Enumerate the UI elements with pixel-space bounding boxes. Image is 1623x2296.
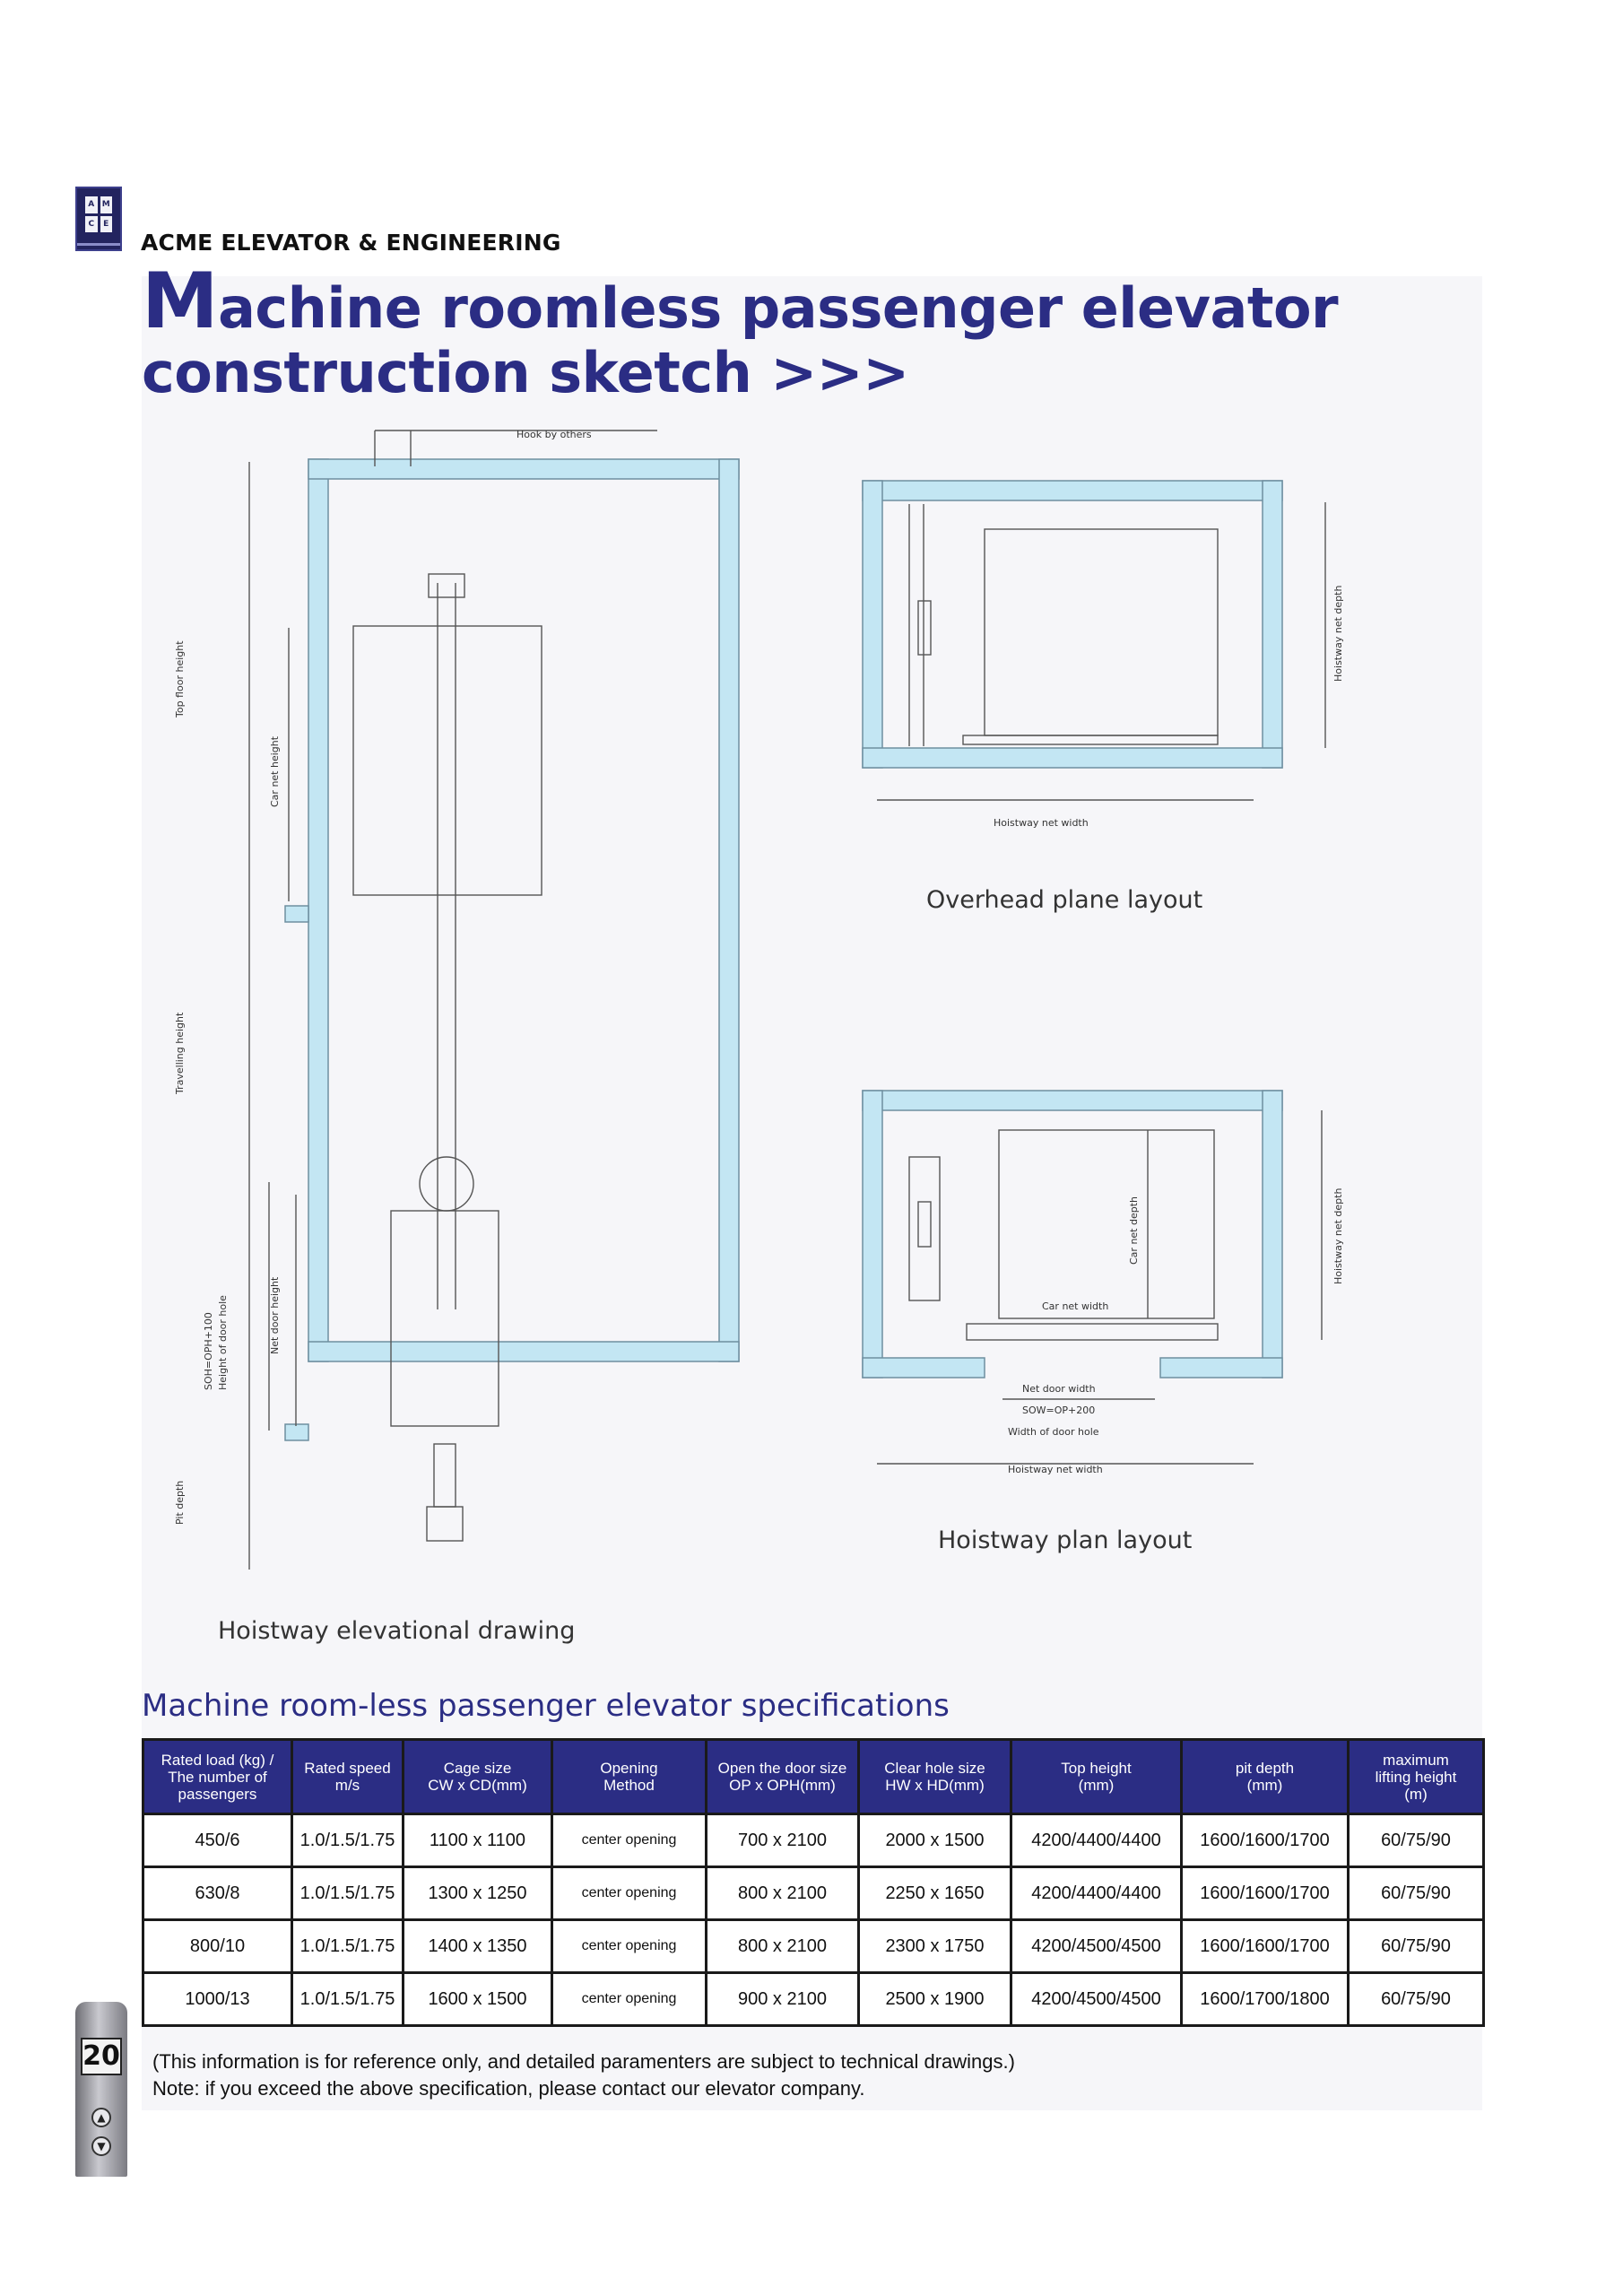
title-initial: M — [142, 257, 219, 346]
col-header-opening-method: Opening Method — [552, 1740, 707, 1814]
pit-depth-label: Pit depth — [174, 1480, 186, 1525]
col-header-pit-depth: pit depth (mm) — [1182, 1740, 1349, 1814]
car-net-width-label: Car net width — [1042, 1300, 1109, 1312]
elevation-traction-machine — [429, 574, 464, 597]
overhead-right-wall — [1263, 481, 1282, 768]
overhead-cw-bracket — [918, 601, 931, 655]
overhead-sill — [963, 735, 1218, 744]
elevation-floor-slab-upper — [285, 906, 308, 922]
travelling-height-label: Travelling height — [174, 1012, 186, 1094]
overhead-top-wall — [863, 481, 1282, 500]
top-floor-height-label: Top floor height — [174, 640, 186, 718]
plan-left-wall — [863, 1091, 882, 1378]
title-line-2: construction sketch >>> — [142, 340, 909, 405]
table-row: 450/6 1.0/1.5/1.75 1100 x 1100 center opening 700 x 2100 2000 x 1500 4200/4400/4400 1600/1600/1700 60/75/90 — [143, 1814, 1484, 1867]
table-row: 630/8 1.0/1.5/1.75 1300 x 1250 center opening 800 x 2100 2250 x 1650 4200/4400/4400 1600/1600/1700 60/75/90 — [143, 1867, 1484, 1920]
overhead-depth-label: Hoistway net depth — [1332, 585, 1344, 682]
table-row: 1000/13 1.0/1.5/1.75 1600 x 1500 center opening 900 x 2100 2500 x 1900 4200/4500/4500 1600/1700/1800 60/75/90 — [143, 1973, 1484, 2026]
elevation-right-wall — [719, 459, 739, 1361]
construction-drawings — [142, 422, 1482, 1677]
col-header-cage-size: Cage size CW x CD(mm) — [404, 1740, 552, 1814]
overhead-car — [985, 529, 1218, 735]
title-line-1: achine roomless passenger elevator — [218, 275, 1339, 341]
down-arrow-icon: ▼ — [91, 2136, 111, 2156]
elevation-buffer — [434, 1444, 456, 1507]
plan-sow-label: SOW=OP+200 — [1022, 1405, 1096, 1416]
page-number-badge — [75, 2002, 127, 2177]
col-header-door-size: Open the door size OP x OPH(mm) — [707, 1740, 859, 1814]
table-row: 800/10 1.0/1.5/1.75 1400 x 1350 center opening 800 x 2100 2300 x 1750 4200/4500/4500 1600/1600/1700 60/75/90 — [143, 1920, 1484, 1973]
col-header-clear-hole: Clear hole size HW x HD(mm) — [859, 1740, 1011, 1814]
overhead-caption: Overhead plane layout — [926, 886, 1203, 914]
car-net-height-label: Car net height — [269, 735, 281, 807]
door-hole-height-label: Height of door hole — [217, 1295, 229, 1390]
specs-title: Machine room-less passenger elevator specifications — [142, 1688, 950, 1724]
col-header-top-height: Top height (mm) — [1011, 1740, 1182, 1814]
table-header-row — [143, 1740, 1484, 1814]
plan-sill — [967, 1324, 1218, 1340]
door-hole-width-label: Width of door hole — [1008, 1426, 1099, 1438]
elevation-buffer-base — [427, 1507, 463, 1541]
overhead-bottom-wall — [863, 748, 1282, 768]
elevation-pit-floor — [308, 1342, 739, 1361]
plan-depth-label: Hoistway net depth — [1332, 1187, 1344, 1284]
plan-top-wall — [863, 1091, 1282, 1110]
car-net-depth-label: Car net depth — [1128, 1196, 1140, 1265]
specs-table — [142, 1738, 1485, 2027]
net-door-height-label: Net door height — [269, 1276, 281, 1354]
col-header-rated-load: Rated load (kg) / The number of passengers — [143, 1740, 292, 1814]
elevation-left-wall — [308, 459, 328, 1361]
page-number: 20 — [81, 2038, 122, 2075]
plan-caption: Hoistway plan layout — [938, 1526, 1193, 1554]
elevation-counterweight — [391, 1211, 499, 1426]
plan-counterweight — [909, 1157, 940, 1300]
plan-bottom-wall-right — [1160, 1358, 1282, 1378]
up-arrow-icon: ▲ — [91, 2108, 111, 2127]
logo-letter: A — [85, 196, 98, 213]
company-name: ACME ELEVATOR & ENGINEERING — [141, 230, 561, 256]
overhead-left-wall — [863, 481, 882, 768]
logo-letter: M — [100, 196, 113, 213]
col-header-rated-speed: Rated speed m/s — [292, 1740, 404, 1814]
specs-notes — [152, 2048, 1015, 2102]
elevation-car — [353, 626, 542, 895]
logo-letter: E — [100, 216, 113, 233]
col-header-lifting-height: maximum lifting height (m) — [1349, 1740, 1484, 1814]
net-door-width-label: Net door width — [1022, 1383, 1096, 1395]
plan-cw-slot — [918, 1202, 931, 1247]
plan-width-label: Hoistway net width — [1008, 1464, 1103, 1475]
elevation-caption: Hoistway elevational drawing — [218, 1617, 576, 1645]
drawings-svg — [142, 422, 1482, 1677]
hook-label: Hook by others — [516, 429, 592, 440]
elevation-top-wall — [308, 459, 739, 479]
contact-note: Note: if you exceed the above specification, please contact our elevator company. — [152, 2077, 865, 2100]
elevation-pulley — [420, 1157, 473, 1211]
plan-bottom-wall-left — [863, 1358, 985, 1378]
overhead-width-label: Hoistway net width — [994, 817, 1089, 829]
plan-right-wall — [1263, 1091, 1282, 1378]
reference-note: (This information is for reference only, and detailed paramenters are subject to technical drawings.) — [152, 2050, 1015, 2073]
elevation-floor-slab-lower — [285, 1424, 308, 1440]
logo-letter: C — [85, 216, 98, 233]
company-logo — [75, 187, 122, 251]
plan-car — [999, 1130, 1214, 1318]
sow-label: SOH=OPH+100 — [203, 1312, 214, 1390]
page-title — [142, 257, 1487, 405]
logo-stripe — [77, 243, 120, 246]
